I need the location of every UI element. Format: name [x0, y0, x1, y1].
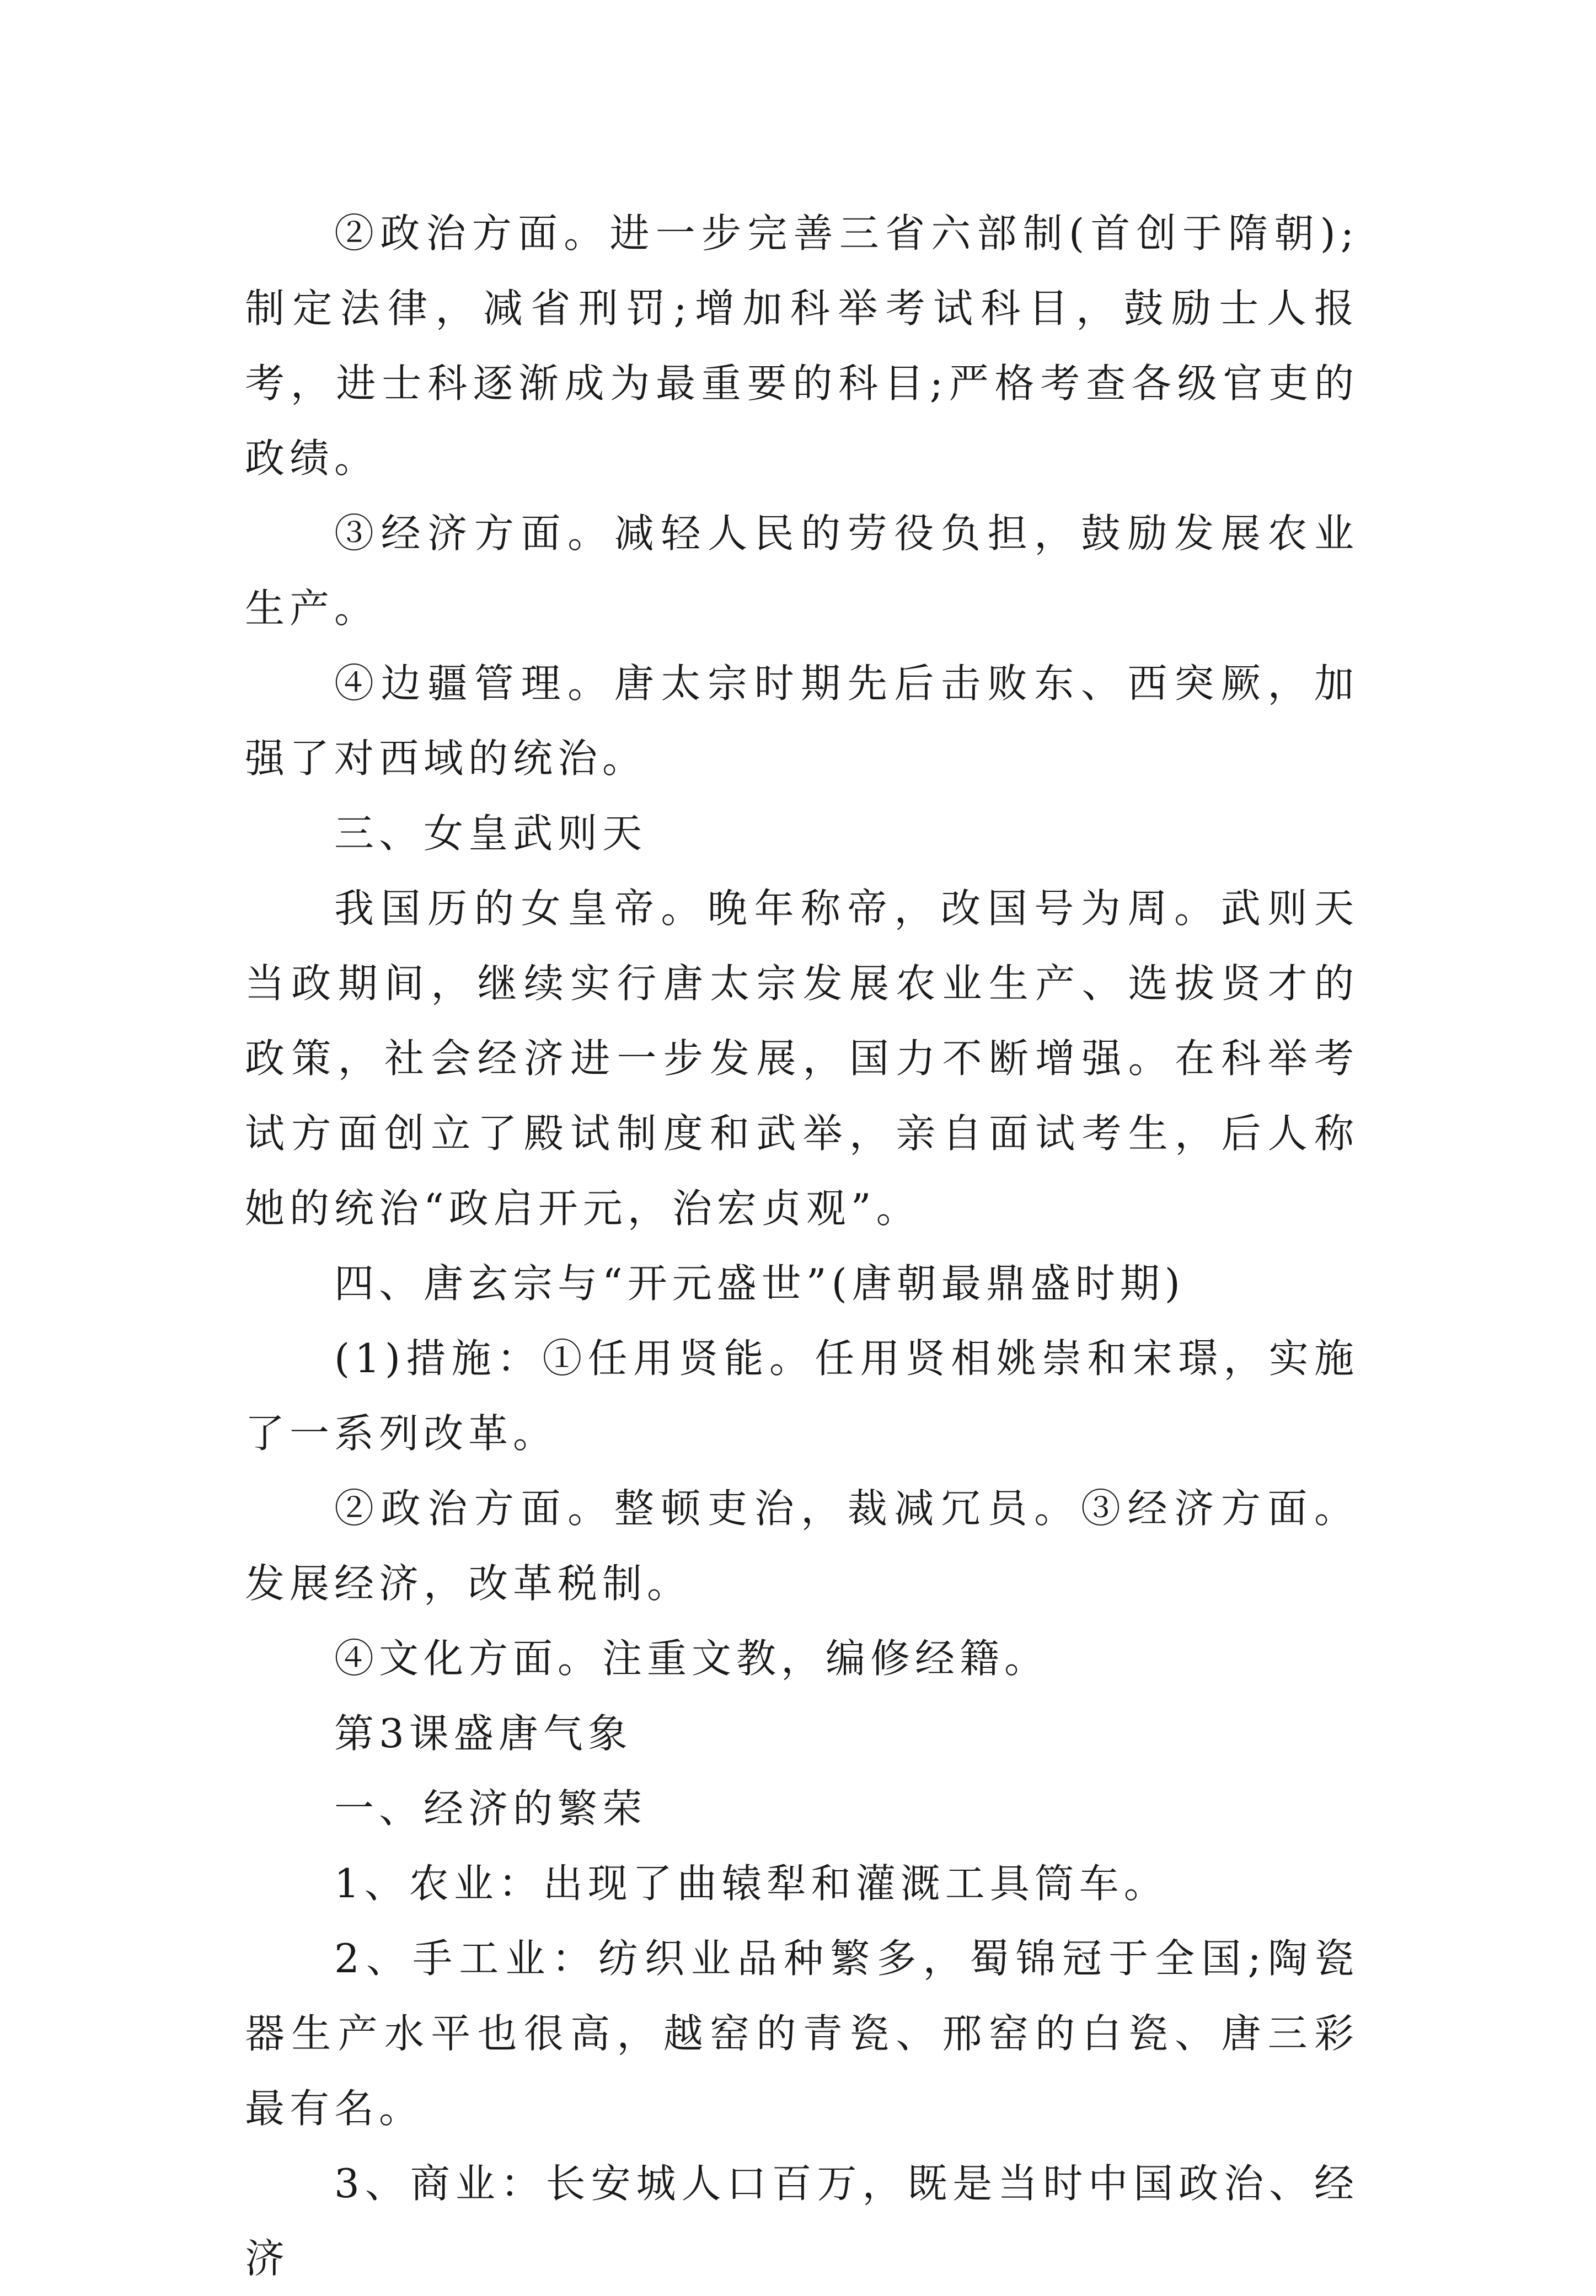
paragraph-culture: ④文化方面。注重文教，编修经籍。: [334, 1635, 1049, 1682]
section-heading-wu-zetian: 三、女皇武则天: [334, 810, 647, 857]
paragraph-handicraft: 2、手工业：纺织业品种繁多，蜀锦冠于全国;陶瓷器生产水平也很高，越窑的青瓷、邢窑的白瓷、唐三彩最有名。: [245, 1935, 1359, 2132]
lesson-title: 第3课盛唐气象: [334, 1710, 633, 1757]
paragraph-commerce: 3、商业：长安城人口百万，既是当时中国政治、经济: [245, 2160, 1359, 2282]
paragraph-frontier-management: ④边疆管理。唐太宗时期先后击败东、西突厥，加强了对西域的统治。: [245, 660, 1359, 782]
section-heading-economy: 一、经济的繁荣: [334, 1785, 647, 1832]
paragraph-political-reform: ②政治方面。进一步完善三省六部制(首创于隋朝);制定法律，减省刑罚;增加科举考试科目，鼓励士人报考，进士科逐渐成为最重要的科目;严格考查各级官吏的政绩。: [245, 210, 1359, 481]
paragraph-politics-economy: ②政治方面。整顿吏治，裁减冗员。③经济方面。发展经济，改革税制。: [245, 1485, 1359, 1607]
section-heading-kaiyuan: 四、唐玄宗与“开元盛世”(唐朝最鼎盛时期): [334, 1260, 1185, 1307]
paragraph-economic-reform: ③经济方面。减轻人民的劳役负担，鼓励发展农业生产。: [245, 510, 1359, 631]
paragraph-measures: (1)措施：①任用贤能。任用贤相姚崇和宋璟，实施了一系列改革。: [245, 1335, 1359, 1457]
paragraph-agriculture: 1、农业：出现了曲辕犁和灌溉工具筒车。: [334, 1860, 1169, 1907]
paragraph-wu-zetian: 我国历的女皇帝。晚年称帝，改国号为周。武则天当政期间，继续实行唐太宗发展农业生产、选拔贤才的政策，社会经济进一步发展，国力不断增强。在科举考试方面创立了殿试制度和武举，亲自面试考生，后人称她的统治“政启开元，治宏贞观”。: [245, 885, 1359, 1232]
document-body: [245, 196, 1359, 2296]
